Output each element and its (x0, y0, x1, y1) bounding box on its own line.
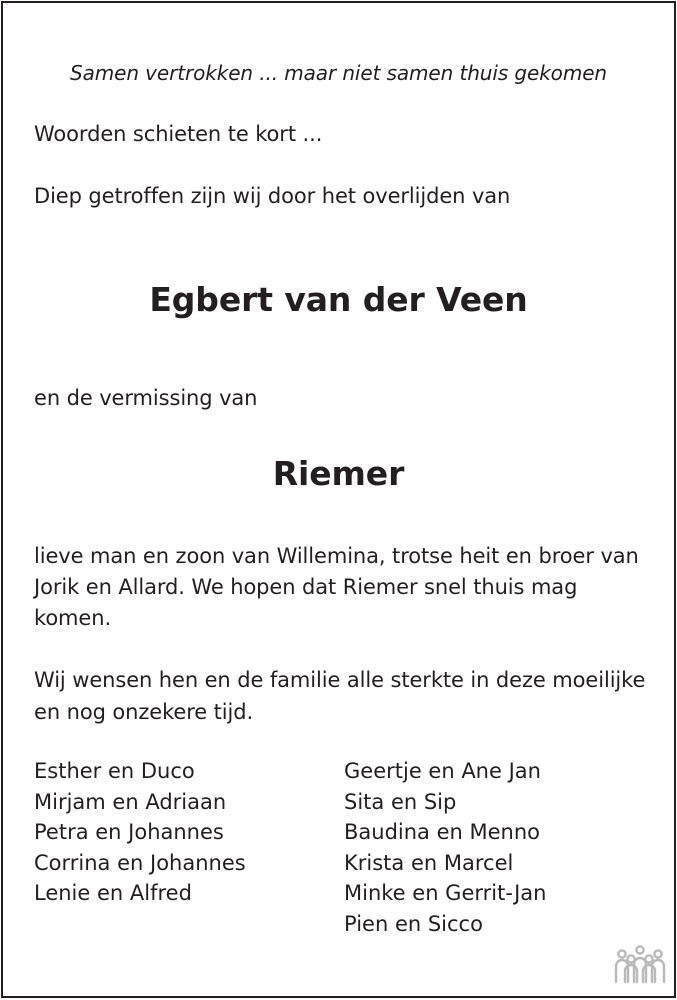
signatory-name: Geertje en Ane Jan (344, 759, 541, 783)
missing-line: en de vermissing van (34, 386, 258, 410)
signatory-name: Sita en Sip (344, 789, 457, 814)
signatory-name: Esther en Duco (34, 759, 195, 783)
signatories-right (344, 756, 546, 940)
family-paragraph: lieve man en zoon van Willemina, trotse heit en broer van Jorik en Allard. We hopen dat Riemer snel thuis mag komen. (34, 544, 639, 630)
signatory-name: Minke en Gerrit-Jan (344, 881, 547, 906)
signatory-name: Krista en Marcel (344, 850, 514, 875)
announcement-line: Diep getroffen zijn wij door het overlijden van (34, 184, 511, 208)
people-group-icon (614, 942, 666, 984)
deceased-name: Egbert van der Veen (149, 280, 528, 319)
signatories-left (34, 756, 246, 909)
signatory-name: Baudina en Menno (344, 820, 541, 845)
motto: Samen vertrokken ... maar niet samen thuis gekomen (70, 61, 607, 85)
condolence-paragraph: Wij wensen hen en de familie alle sterkte in deze moeilijke en nog onzekere tijd. (34, 668, 646, 724)
signatory-name: Lenie en Alfred (34, 881, 192, 906)
signatory-name: Mirjam en Adriaan (34, 789, 227, 814)
signatory-name: Corrina en Johannes (34, 850, 246, 875)
signatory-name: Petra en Johannes (34, 820, 224, 845)
missing-name: Riemer (272, 454, 405, 493)
intro-line: Woorden schieten te kort ... (34, 122, 323, 146)
signatory-name: Pien en Sicco (344, 911, 483, 936)
